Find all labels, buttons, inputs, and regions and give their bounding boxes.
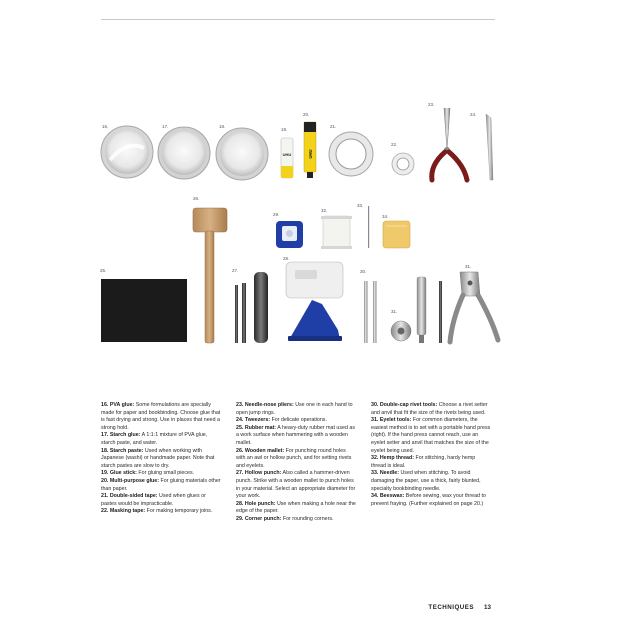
wooden-mallet — [193, 208, 227, 343]
label-29: 29. — [273, 212, 280, 217]
captions — [101, 402, 521, 552]
starch-glue-jar — [158, 127, 210, 179]
glue-stick — [281, 138, 293, 178]
caption-27: 27. Hollow punch: Also called a hammer-driven punch. Strike with a wooden mallet to punch holes in your material. Select an appropriate diameter for your work. — [236, 470, 356, 500]
tweezers — [486, 114, 493, 180]
eyelet-hand-press — [450, 272, 498, 342]
rubber-mat — [101, 279, 187, 342]
caption-32: 32. Hemp thread: For stitching, hardy hemp thread is ideal. — [371, 455, 476, 469]
caption-16: 16. PVA glue: Some formulations are specially made for paper and bookbinding. Choose glue that is fast drying and strong. Use in places that need a strong hold. — [101, 402, 221, 431]
corner-punch — [276, 221, 303, 248]
label-27: 27. — [232, 268, 239, 273]
label-21: 21. — [330, 124, 337, 129]
label-17: 17. — [162, 124, 169, 129]
label-26: 26. — [193, 196, 200, 201]
label-28: 28. — [283, 256, 290, 261]
glue-tube-brand: UHU — [308, 149, 313, 159]
glue-stick-brand: UHU — [282, 152, 292, 157]
caption-18: 18. Starch paste: Used when working with Japanese (washi) or handmade paper. Note that starch pastes are slow to dry. — [101, 447, 215, 469]
label-30: 30. — [360, 269, 367, 274]
label-24: 24. — [470, 112, 477, 117]
label-31-right: 31. — [465, 264, 472, 269]
eyelet-anvil — [391, 321, 411, 341]
caption-26: 26. Wooden mallet: For punching round holes with an awl or hollow punch, and for setting rivets and eyelets. — [236, 447, 352, 469]
needle — [368, 206, 369, 248]
caption-17: 17. Starch glue: A 1:1:1 mixture of PVA glue, starch paste, and water. — [101, 432, 208, 446]
hollow-punches — [235, 272, 268, 343]
beeswax — [383, 221, 410, 248]
caption-31: 31. Eyelet tools: For common diameters, the easiest method is to set with a portable hand press (right). If the hand press cannot reach, use an eyelet setter and anvil that matches the size of the eyelet being used. — [371, 417, 491, 454]
multi-purpose-glue-tube — [304, 122, 316, 178]
label-18: 18. — [219, 124, 226, 129]
caption-20: 20. Multi-purpose glue: For gluing materials other than paper. — [101, 477, 221, 492]
pva-glue-jar — [101, 126, 153, 178]
eyelet-setter — [417, 277, 426, 343]
label-23: 23. — [428, 102, 435, 107]
double-sided-tape-roll — [329, 132, 373, 176]
caption-24: 24. Tweezers: For delicate operations. — [236, 417, 327, 424]
caption-34: 34. Beeswax: Before sewing, wax your thread to prevent fraying. (Further explained on page 20.) — [371, 493, 486, 507]
label-32: 32. — [321, 208, 328, 213]
label-20: 20. — [303, 112, 310, 117]
caption-21: 21. Double-sided tape: Used when glues or pastes would be impracticable. — [101, 493, 206, 507]
needle-nose-pliers — [432, 108, 467, 180]
label-16: 16. — [102, 124, 109, 129]
section-label: TECHNIQUES — [428, 604, 474, 611]
label-25: 25. — [100, 268, 107, 273]
label-31: 31. — [391, 309, 398, 314]
caption-30: 30. Double-cap rivet tools: Choose a rivet setter and anvil that fit the size of the rivets being used. — [371, 402, 488, 416]
label-33: 33. — [357, 203, 364, 208]
page-number: 13 — [484, 604, 491, 611]
double-cap-rivet-tools — [364, 281, 377, 343]
starch-paste-jar — [216, 128, 268, 180]
eyelet-pick — [439, 281, 442, 343]
caption-25: 25. Rubber mat: A heavy-duty rubber mat used as a work surface when hammering with a wooden mallet. — [236, 424, 355, 446]
masking-tape-roll — [392, 153, 414, 175]
caption-29: 29. Corner punch: For rounding corners. — [236, 515, 334, 522]
page-footer — [0, 604, 627, 614]
label-22: 22. — [391, 142, 398, 147]
caption-33: 33. Needle: Used when stitching. To avoid damaging the paper, use a thick, fairly blunted, specialty bookbinding needle. — [371, 470, 481, 492]
caption-column-1 — [101, 402, 221, 516]
caption-19: 19. Glue stick: For gluing small pieces. — [101, 470, 195, 477]
caption-23: 23. Needle-nose pliers: Use one in each hand to open jump rings. — [236, 402, 353, 416]
caption-22: 22. Masking tape: For making temporary joins. — [101, 508, 213, 515]
caption-28: 28. Hole punch: Use when making a hole near the edge of the paper. — [236, 500, 356, 515]
caption-column-3 — [371, 402, 491, 508]
label-34: 34. — [382, 214, 389, 219]
label-19: 19. — [281, 127, 288, 132]
hole-punch — [286, 262, 343, 341]
hemp-thread-spool — [321, 216, 352, 249]
caption-column-2 — [236, 402, 356, 524]
